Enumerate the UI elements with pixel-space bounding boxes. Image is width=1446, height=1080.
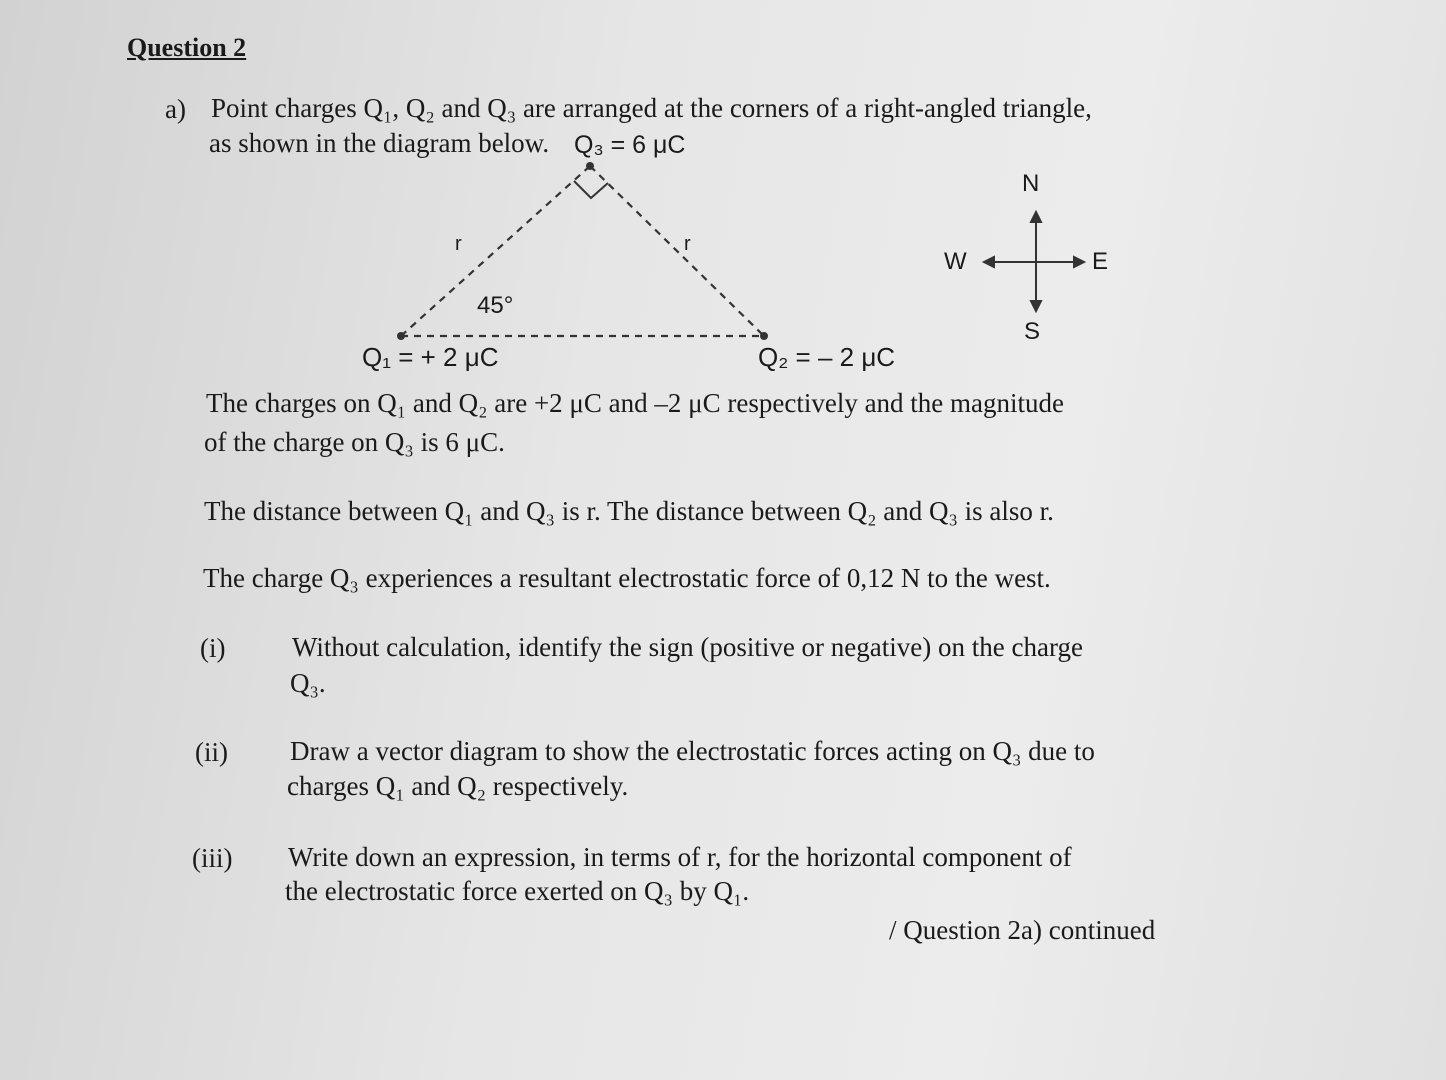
subq-ii-line1: Draw a vector diagram to show the electrostatic forces acting on Q₃ due to bbox=[290, 736, 1095, 766]
compass-east-label: E bbox=[1092, 248, 1109, 275]
subq-i-line2: Q₃. bbox=[290, 668, 326, 698]
compass-north-label: N bbox=[1022, 170, 1040, 197]
paragraph-distances: The distance between Q₁ and Q₃ is r. The distance between Q₂ and Q₃ is also r. bbox=[204, 496, 1054, 526]
q1-point bbox=[397, 332, 405, 340]
compass-south-arrow bbox=[1031, 301, 1041, 311]
subq-iii-line1: Write down an expression, in terms of r, for the horizontal component of bbox=[288, 842, 1072, 872]
side-label-left: r bbox=[455, 233, 462, 255]
q1-label: Q₁ = + 2 μC bbox=[362, 342, 499, 372]
paragraph-resultant-force: The charge Q₃ experiences a resultant electrostatic force of 0,12 N to the west. bbox=[203, 563, 1051, 593]
q3-label: Q₃ = 6 μC bbox=[574, 131, 686, 159]
angle-label: 45° bbox=[477, 292, 514, 319]
subq-ii-line2: charges Q₁ and Q₂ respectively. bbox=[287, 771, 629, 801]
compass-west-arrow bbox=[984, 257, 994, 267]
compass-south-label: S bbox=[1024, 318, 1041, 345]
q2-point bbox=[760, 332, 768, 340]
right-angle-marker bbox=[574, 181, 608, 198]
subq-ii-number: (ii) bbox=[195, 737, 228, 767]
question-title: Question 2 bbox=[127, 33, 247, 62]
continued-footer: / Question 2a) continued bbox=[889, 915, 1156, 945]
part-a-line1: Point charges Q₁, Q₂ and Q₃ are arranged at the corners of a right-angled triangle, bbox=[211, 93, 1092, 123]
subq-i-line1: Without calculation, identify the sign (positive or negative) on the charge bbox=[292, 632, 1083, 662]
subq-iii-number: (iii) bbox=[192, 843, 233, 873]
subq-i-number: (i) bbox=[200, 633, 226, 663]
compass-north-arrow bbox=[1031, 212, 1041, 222]
part-a-line2: as shown in the diagram below. bbox=[209, 128, 550, 158]
subq-iii-line2: the electrostatic force exerted on Q₃ by Q₁. bbox=[285, 876, 750, 906]
side-label-right: r bbox=[684, 233, 691, 255]
part-a-label: a) bbox=[165, 94, 186, 124]
side-q3-q2 bbox=[590, 166, 764, 336]
paragraph-charges-line2: of the charge on Q₃ is 6 μC. bbox=[204, 427, 505, 457]
compass-west-label: W bbox=[944, 248, 967, 275]
q3-point bbox=[586, 162, 594, 170]
q2-label: Q₂ = – 2 μC bbox=[758, 342, 896, 372]
paragraph-charges-line1: The charges on Q₁ and Q₂ are +2 μC and –2 μC respectively and the magnitude bbox=[206, 388, 1065, 418]
compass-east-arrow bbox=[1074, 257, 1084, 267]
